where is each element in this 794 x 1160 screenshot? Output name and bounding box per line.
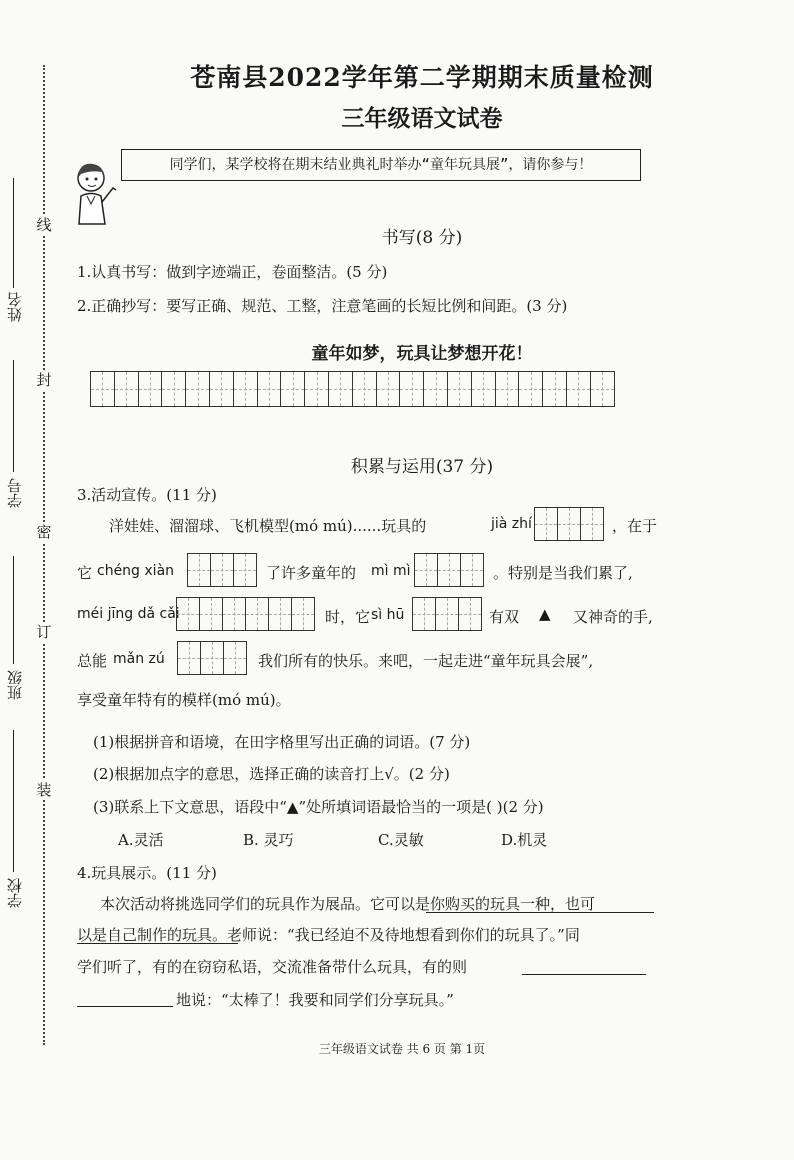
option-c[interactable]: C.灵敏 (378, 831, 424, 849)
passage-text: 又神奇的手, (573, 608, 653, 626)
exam-title: 苍南县2022学年第二学期期末质量检测 (190, 63, 654, 92)
pinyin-prompt: sì hū (371, 607, 405, 623)
grid-cell[interactable] (209, 371, 234, 407)
grid-cell[interactable] (376, 371, 401, 407)
question-1: 1.认真书写：做到字迹端正，卷面整洁。(5 分) (77, 263, 388, 281)
grid-cell[interactable] (185, 371, 210, 407)
grid-cell[interactable] (590, 371, 615, 407)
passage-text: 学们听了，有的在窃窃私语，交流准备带什么玩具，有的则 (77, 958, 468, 976)
passage-text: 本次活动将挑选同学们的玩具作为展品。它可以是你购买的玩具一种，也可 (100, 895, 596, 913)
grid-cell[interactable] (304, 371, 329, 407)
pinyin-prompt: jià zhí (491, 516, 532, 532)
grid-cell[interactable] (90, 371, 115, 407)
binding-mark: 封 (34, 370, 54, 390)
pinyin-prompt: mǎn zú (113, 651, 165, 667)
passage-text: 我们所有的快乐。来吧，一起走进“童年玩具会展”, (258, 652, 594, 670)
binding-mark: 密 (34, 522, 54, 542)
passage-text: 了许多童年的 (266, 564, 357, 582)
binding-dotted-line (43, 65, 45, 1045)
grid-cell[interactable] (352, 371, 377, 407)
name-label: 姓名 (6, 292, 24, 322)
grid-cell[interactable] (542, 371, 567, 407)
notice-box: 同学们，某学校将在期末结业典礼时举办“童年玩具展”，请你参与！ (121, 149, 641, 181)
binding-mark: 线 (34, 215, 54, 235)
sub-question-2: (2)根据加点字的意思，选择正确的读音打上√。(2 分) (93, 765, 450, 783)
writing-heading: 书写(8 分) (381, 228, 463, 248)
grid-cell[interactable] (471, 371, 496, 407)
usage-heading: 积累与运用(37 分) (350, 457, 494, 477)
grid-cell[interactable] (399, 371, 424, 407)
binding-mark: 订 (34, 622, 54, 642)
pinyin-prompt: mì mì (371, 563, 411, 579)
binding-mark: 装 (34, 780, 54, 800)
sub-question-1: (1)根据拼音和语境，在田字格里写出正确的词语。(7 分) (93, 733, 471, 751)
passage-text: 。特别是当我们累了, (493, 564, 633, 582)
copy-phrase: 童年如梦，玩具让梦想开花！ (311, 344, 533, 364)
answer-grid-mimi[interactable] (415, 553, 484, 587)
question-4: 4.玩具展示。(11 分) (77, 864, 217, 882)
passage-text: 时，它 (325, 608, 371, 626)
answer-grid-sihu[interactable] (413, 597, 482, 631)
sub-question-3: (3)联系上下文意思，语段中“▲”处所填词语最恰当的一项是( )(2 分) (93, 798, 544, 816)
school-line (13, 730, 14, 872)
answer-grid-chengxian[interactable] (188, 553, 257, 587)
grid-cell[interactable] (138, 371, 163, 407)
pinyin-prompt: chéng xiàn (97, 563, 175, 579)
passage-text: 它 (77, 564, 93, 582)
passage-text: 以是自己制作的玩具。老师说：“我已经迫不及待地想看到你们的玩具了。”同 (77, 926, 580, 944)
exam-subtitle: 三年级语文试卷 (341, 105, 503, 132)
passage-text: 洋娃娃、溜溜球、飞机模型(mó mú)......玩具的 (109, 517, 427, 535)
option-d[interactable]: D.机灵 (501, 831, 548, 849)
grid-cell[interactable] (495, 371, 520, 407)
grid-cell[interactable] (566, 371, 591, 407)
answer-blank[interactable] (522, 974, 646, 975)
answer-grid-manzu[interactable] (178, 641, 247, 675)
student-no-label: 学号 (6, 478, 24, 508)
class-line (13, 556, 14, 664)
passage-text: 有双 (489, 608, 520, 626)
grid-cell[interactable] (328, 371, 353, 407)
school-label: 学校 (6, 878, 24, 908)
copy-writing-grid[interactable] (91, 371, 615, 407)
grid-cell[interactable] (423, 371, 448, 407)
answer-grid-jiazhi[interactable] (535, 507, 604, 541)
passage-text: 享受童年特有的模样(mó mú)。 (77, 691, 291, 709)
pinyin-prompt: méi jīng dǎ cǎi (77, 606, 180, 622)
grid-cell[interactable] (518, 371, 543, 407)
grid-cell[interactable] (233, 371, 258, 407)
grid-cell[interactable] (257, 371, 282, 407)
underline-mark (426, 912, 654, 913)
grid-cell[interactable] (280, 371, 305, 407)
page-footer: 三年级语文试卷 共 6 页 第 1页 (318, 1042, 486, 1056)
underline-mark (77, 943, 238, 944)
passage-text: ，在于 (612, 517, 658, 535)
option-b[interactable]: B. 灵巧 (243, 831, 294, 849)
passage-text: 总能 (77, 652, 108, 670)
class-label: 班级 (6, 670, 24, 700)
blank-triangle-icon: ▲ (539, 605, 551, 623)
answer-blank[interactable] (77, 1006, 173, 1007)
question-2: 2.正确抄写：要写正确、规范、工整，注意笔画的长短比例和间距。(3 分) (77, 297, 568, 315)
question-3: 3.活动宣传。(11 分) (77, 486, 217, 504)
grid-cell[interactable] (161, 371, 186, 407)
answer-grid-meijingdacai[interactable] (177, 597, 315, 631)
grid-cell[interactable] (447, 371, 472, 407)
passage-text: 地说：“太棒了！我要和同学们分享玩具。” (176, 991, 454, 1009)
grid-cell[interactable] (114, 371, 139, 407)
girl-illustration-icon (69, 158, 121, 226)
option-a[interactable]: A.灵活 (118, 831, 164, 849)
